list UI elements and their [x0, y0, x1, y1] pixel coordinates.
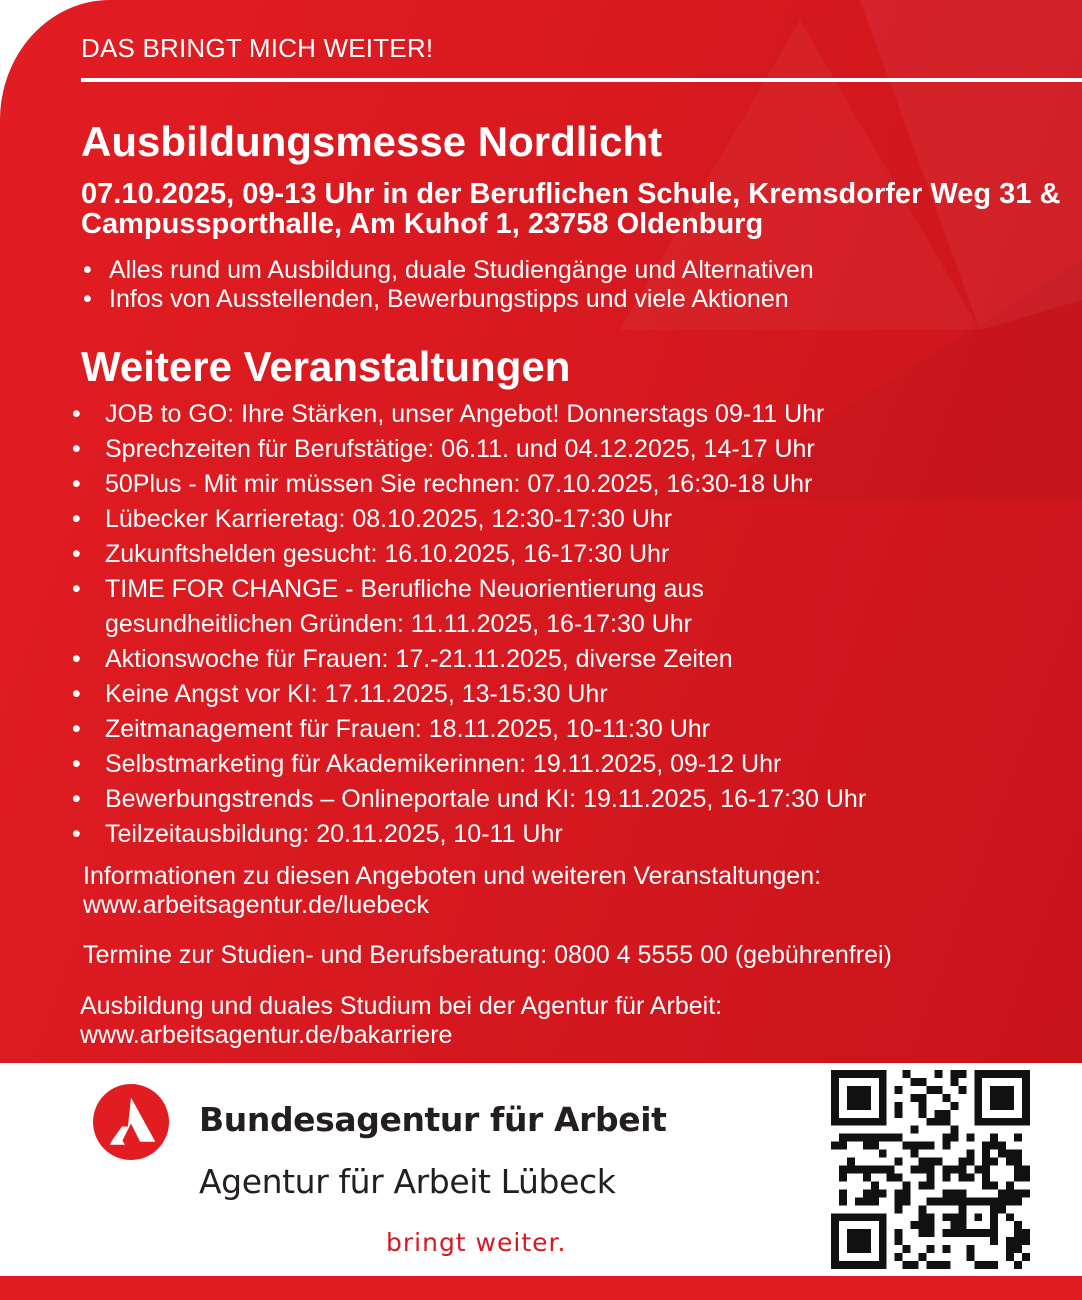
event-item: [72, 712, 866, 747]
slogan: bringt weiter.: [386, 1228, 567, 1257]
kicker-divider: [81, 78, 1082, 82]
appointments-info: [83, 941, 892, 970]
qr-code-icon[interactable]: [831, 1070, 1030, 1269]
career-info: [80, 992, 722, 1050]
event-text: Zeitmanagement für Frauen: 18.11.2025, 10-11:30 Uhr: [105, 715, 710, 743]
event-text: Zukunftshelden gesucht: 16.10.2025, 16-17:30 Uhr: [105, 540, 670, 568]
event-item: [72, 502, 866, 537]
ba-logo-icon: [93, 1084, 169, 1160]
event-item: [72, 782, 866, 817]
event-item: [72, 572, 866, 642]
event-item: [72, 537, 866, 572]
bottom-bar: [0, 1276, 1082, 1300]
more-info-text: Informationen zu diesen Angeboten und weiteren Veranstaltungen:: [83, 862, 822, 890]
event-text: Teilzeitausbildung: 20.11.2025, 10-11 Uhr: [105, 820, 563, 848]
brand-name: Bundesagentur für Arbeit: [199, 1100, 667, 1139]
event-text: 50Plus - Mit mir müssen Sie rechnen: 07.10.2025, 16:30-18 Uhr: [105, 470, 813, 498]
event-text: • TIME FOR CHANGE - Berufliche Neuorientierung aus: [105, 575, 704, 603]
events-list: [72, 397, 866, 852]
career-info-text: Ausbildung und duales Studium bei der Agentur für Arbeit:: [80, 992, 723, 1020]
event-item: [72, 467, 866, 502]
event-item: [72, 817, 866, 852]
event-text: Aktionswoche für Frauen: 17.-21.11.2025, diverse Zeiten: [105, 645, 733, 673]
more-info-link[interactable]: www.arbeitsagentur.de/luebeck: [83, 891, 430, 919]
career-info-link[interactable]: www.arbeitsagentur.de/bakarriere: [80, 1021, 453, 1049]
list-item: • Alles rund um Ausbildung, duale Studiengänge und Alternativen: [81, 256, 814, 285]
event-text: JOB to GO: Ihre Stärken, unser Angebot! Donnerstags 09-11 Uhr: [105, 400, 825, 428]
fair-title: Ausbildungsmesse Nordlicht: [81, 118, 663, 165]
event-item: [72, 747, 866, 782]
event-item: [72, 642, 866, 677]
event-text: Selbstmarketing für Akademikerinnen: 19.11.2025, 09-12 Uhr: [105, 750, 782, 778]
event-text: Bewerbungstrends – Onlineportale und KI: 19.11.2025, 16-17:30 Uhr: [105, 785, 867, 813]
appointments-text: Termine zur Studien- und Berufsberatung: 0800 4 5555 00 (gebührenfrei): [83, 941, 892, 969]
kicker-headline: DAS BRINGT MICH WEITER!: [81, 33, 434, 63]
fair-bullets: [81, 256, 814, 314]
event-text: Lübecker Karrieretag: 08.10.2025, 12:30-17:30 Uhr: [105, 505, 673, 533]
event-item: [72, 397, 866, 432]
event-item: [72, 432, 866, 467]
agency-name: Agentur für Arbeit Lübeck: [199, 1162, 616, 1201]
list-item: • Infos von Ausstellenden, Bewerbungstipps und viele Aktionen: [81, 285, 814, 314]
events-title: Weitere Veranstaltungen: [81, 343, 571, 390]
event-text: Keine Angst vor KI: 17.11.2025, 13-15:30 Uhr: [105, 680, 608, 708]
event-text: Sprechzeiten für Berufstätige: 06.11. und 04.12.2025, 14-17 Uhr: [105, 435, 815, 463]
more-info: [83, 862, 821, 920]
fair-details: 07.10.2025, 09-13 Uhr in der Beruflichen Schule, Kremsdorfer Weg 31 & Campussporthalle, Am Kuhof 1, 23758 Oldenburg: [81, 178, 1061, 240]
event-item: [72, 677, 866, 712]
event-text-continued: gesundheitlichen Gründen: 11.11.2025, 16-17:30 Uhr: [105, 610, 692, 638]
